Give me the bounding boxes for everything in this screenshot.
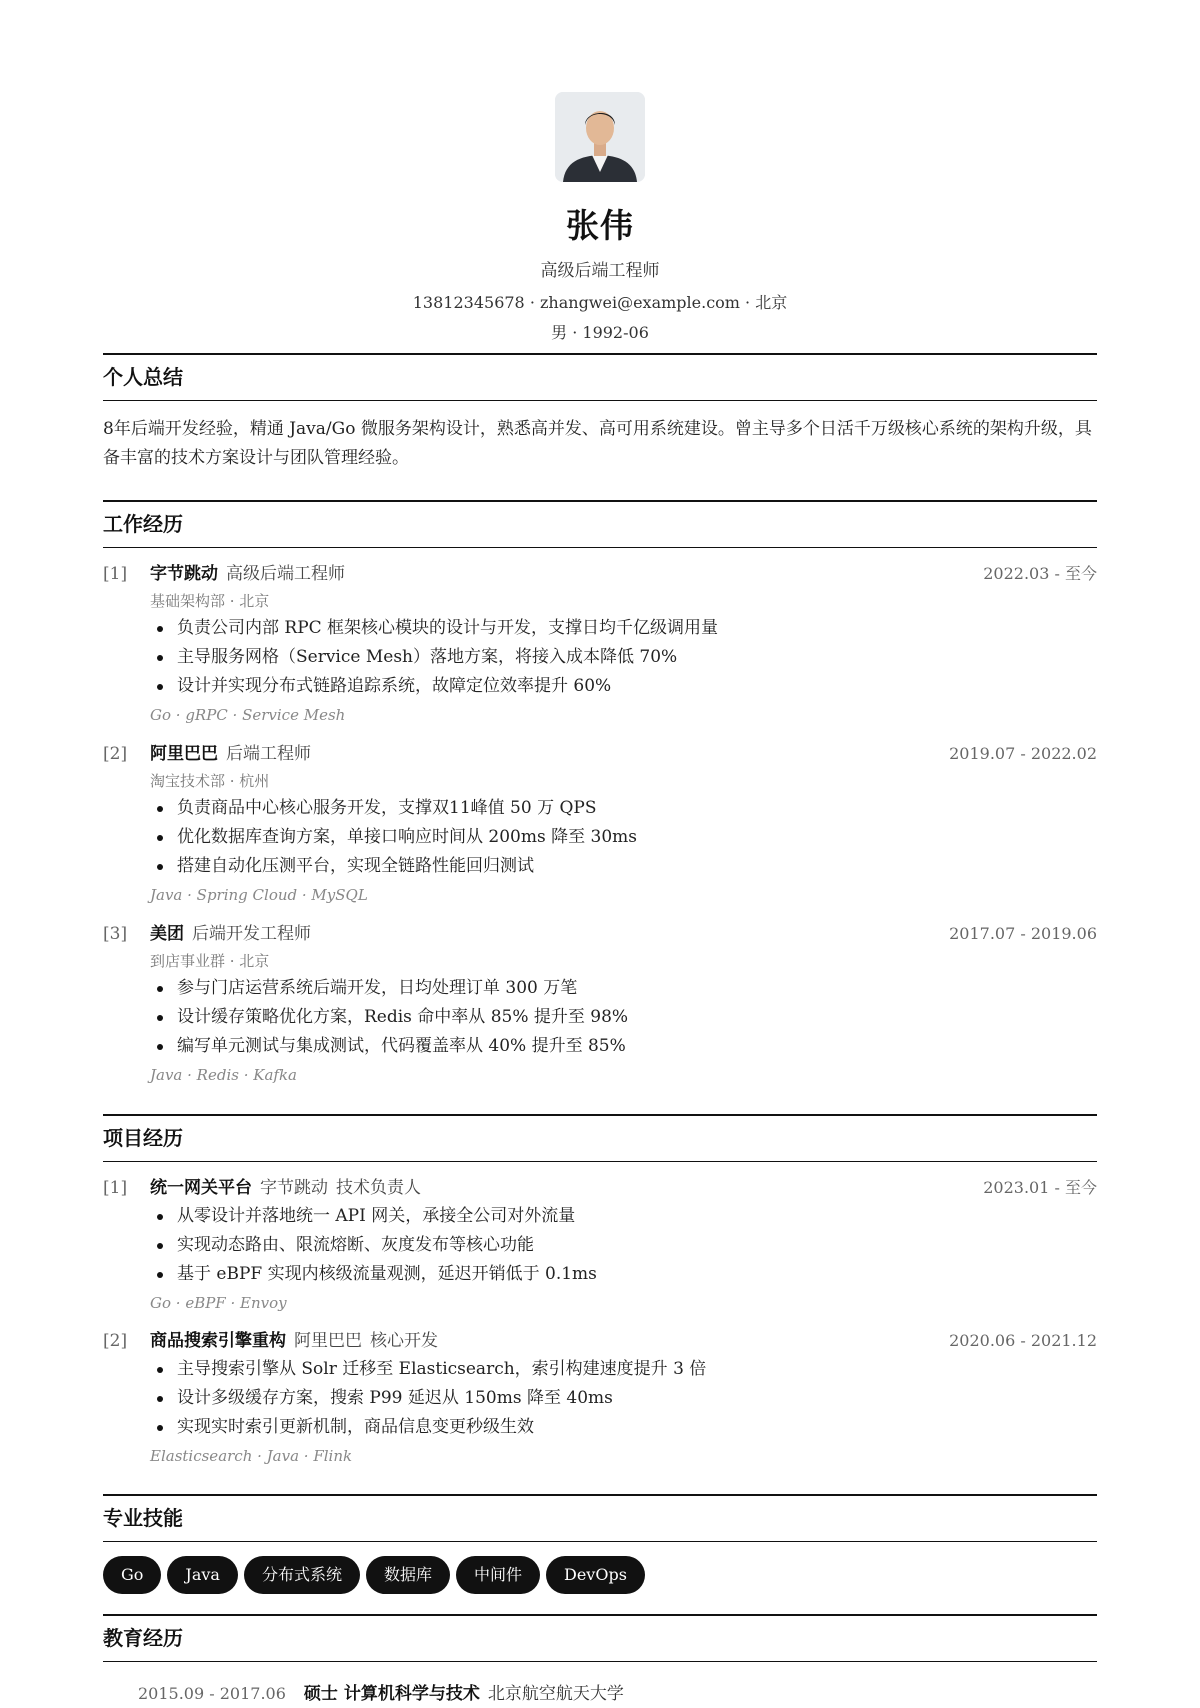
section-title: 专业技能 bbox=[103, 1506, 183, 1530]
entry-index: [1] bbox=[103, 564, 128, 584]
education-entry bbox=[138, 1680, 624, 1708]
work-entry bbox=[103, 920, 1097, 1089]
department: 到店事业群 · 北京 bbox=[150, 952, 270, 970]
project-entry bbox=[103, 1327, 1097, 1470]
section-title: 教育经历 bbox=[103, 1626, 183, 1650]
profile-photo bbox=[555, 92, 645, 182]
section-work-heading bbox=[103, 500, 1097, 548]
skill-tag: Java bbox=[167, 1556, 238, 1594]
work-entry bbox=[103, 560, 1097, 729]
project-entry bbox=[103, 1174, 1097, 1317]
section-skills-heading bbox=[103, 1494, 1097, 1542]
tech-stack: Java · Spring Cloud · MySQL bbox=[150, 886, 368, 904]
entry-index: [2] bbox=[103, 1331, 128, 1351]
company-name: 字节跳动 bbox=[150, 564, 218, 584]
candidate-name: 张伟 bbox=[566, 206, 634, 245]
project-name: 统一网关平台 bbox=[150, 1178, 252, 1198]
section-projects-heading bbox=[103, 1114, 1097, 1162]
entry-date: 2019.07 - 2022.02 bbox=[949, 744, 1097, 763]
entry-date: 2017.07 - 2019.06 bbox=[949, 924, 1097, 943]
personal-info: 男 · 1992-06 bbox=[551, 323, 649, 342]
tech-stack: Go · gRPC · Service Mesh bbox=[150, 706, 346, 724]
skill-tag: Go bbox=[103, 1556, 161, 1594]
bullet-item: 参与门店运营系统后端开发，日均处理订单 300 万笔 bbox=[150, 974, 1097, 1003]
bullet-item: 优化数据库查询方案，单接口响应时间从 200ms 降至 30ms bbox=[150, 823, 1097, 852]
candidate-title: 高级后端工程师 bbox=[540, 261, 660, 281]
bullet-item: 搭建自动化压测平台，实现全链路性能回归测试 bbox=[150, 852, 1097, 881]
bullet-item: 实现动态路由、限流熔断、灰度发布等核心功能 bbox=[150, 1231, 1097, 1260]
person-photo-icon bbox=[555, 92, 645, 182]
work-entry bbox=[103, 740, 1097, 909]
project-org: 阿里巴巴 bbox=[294, 1331, 362, 1351]
bullet-item: 主导搜索引擎从 Solr 迁移至 Elasticsearch，索引构建速度提升 3 倍 bbox=[150, 1355, 1097, 1384]
education-date: 2015.09 - 2017.06 bbox=[138, 1684, 286, 1703]
tech-stack: Go · eBPF · Envoy bbox=[150, 1294, 287, 1312]
section-title: 项目经历 bbox=[103, 1126, 183, 1150]
company-name: 阿里巴巴 bbox=[150, 744, 218, 764]
entry-date: 2020.06 - 2021.12 bbox=[949, 1331, 1097, 1350]
section-title: 个人总结 bbox=[103, 365, 183, 389]
bullet-item: 负责公司内部 RPC 框架核心模块的设计与开发，支撑日均千亿级调用量 bbox=[150, 614, 1097, 643]
section-education-heading bbox=[103, 1614, 1097, 1662]
bullet-item: 负责商品中心核心服务开发，支撑双11峰值 50 万 QPS bbox=[150, 794, 1097, 823]
company-name: 美团 bbox=[150, 924, 184, 944]
job-role: 后端开发工程师 bbox=[192, 924, 311, 944]
bullet-item: 设计并实现分布式链路追踪系统，故障定位效率提升 60% bbox=[150, 672, 1097, 701]
bullet-item: 基于 eBPF 实现内核级流量观测，延迟开销低于 0.1ms bbox=[150, 1260, 1097, 1289]
section-title: 工作经历 bbox=[103, 512, 183, 536]
bullet-item: 设计缓存策略优化方案，Redis 命中率从 85% 提升至 98% bbox=[150, 1003, 1097, 1032]
tech-stack: Java · Redis · Kafka bbox=[150, 1066, 297, 1084]
summary-text: 8年后端开发经验，精通 Java/Go 微服务架构设计，熟悉高并发、高可用系统建设。曾主导多个日活千万级核心系统的架构升级，具备丰富的技术方案设计与团队管理经验。 bbox=[103, 419, 1092, 468]
department: 淘宝技术部 · 杭州 bbox=[150, 772, 270, 790]
entry-date: 2023.01 - 至今 bbox=[983, 1178, 1097, 1197]
bullet-item: 编写单元测试与集成测试，代码覆盖率从 40% 提升至 85% bbox=[150, 1032, 1097, 1061]
job-role: 高级后端工程师 bbox=[226, 564, 345, 584]
entry-index: [2] bbox=[103, 744, 128, 764]
entry-date: 2022.03 - 至今 bbox=[983, 564, 1097, 583]
skill-tag: 数据库 bbox=[366, 1556, 450, 1594]
education-school: 北京航空航天大学 bbox=[487, 1684, 624, 1704]
skill-tags bbox=[103, 1556, 651, 1594]
bullet-item: 从零设计并落地统一 API 网关，承接全公司对外流量 bbox=[150, 1202, 1097, 1231]
project-name: 商品搜索引擎重构 bbox=[150, 1331, 286, 1351]
contact-info: 13812345678 · zhangwei@example.com · 北京 bbox=[412, 293, 788, 312]
section-summary-heading bbox=[103, 353, 1097, 401]
entry-index: [3] bbox=[103, 924, 128, 944]
department: 基础架构部 · 北京 bbox=[150, 592, 270, 610]
bullet-item: 主导服务网格（Service Mesh）落地方案，将接入成本降低 70% bbox=[150, 643, 1097, 672]
bullet-item: 设计多级缓存方案，搜索 P99 延迟从 150ms 降至 40ms bbox=[150, 1384, 1097, 1413]
project-role: 核心开发 bbox=[370, 1331, 438, 1351]
job-role: 后端工程师 bbox=[226, 744, 311, 764]
skill-tag: DevOps bbox=[546, 1556, 645, 1594]
education-degree: 硕士 计算机科学与技术 bbox=[303, 1684, 480, 1704]
bullet-item: 实现实时索引更新机制，商品信息变更秒级生效 bbox=[150, 1413, 1097, 1442]
entry-index: [1] bbox=[103, 1178, 128, 1198]
tech-stack: Elasticsearch · Java · Flink bbox=[150, 1447, 353, 1465]
skill-tag: 中间件 bbox=[456, 1556, 540, 1594]
project-org: 字节跳动 bbox=[260, 1178, 328, 1198]
skill-tag: 分布式系统 bbox=[244, 1556, 360, 1594]
project-role: 技术负责人 bbox=[336, 1178, 421, 1198]
